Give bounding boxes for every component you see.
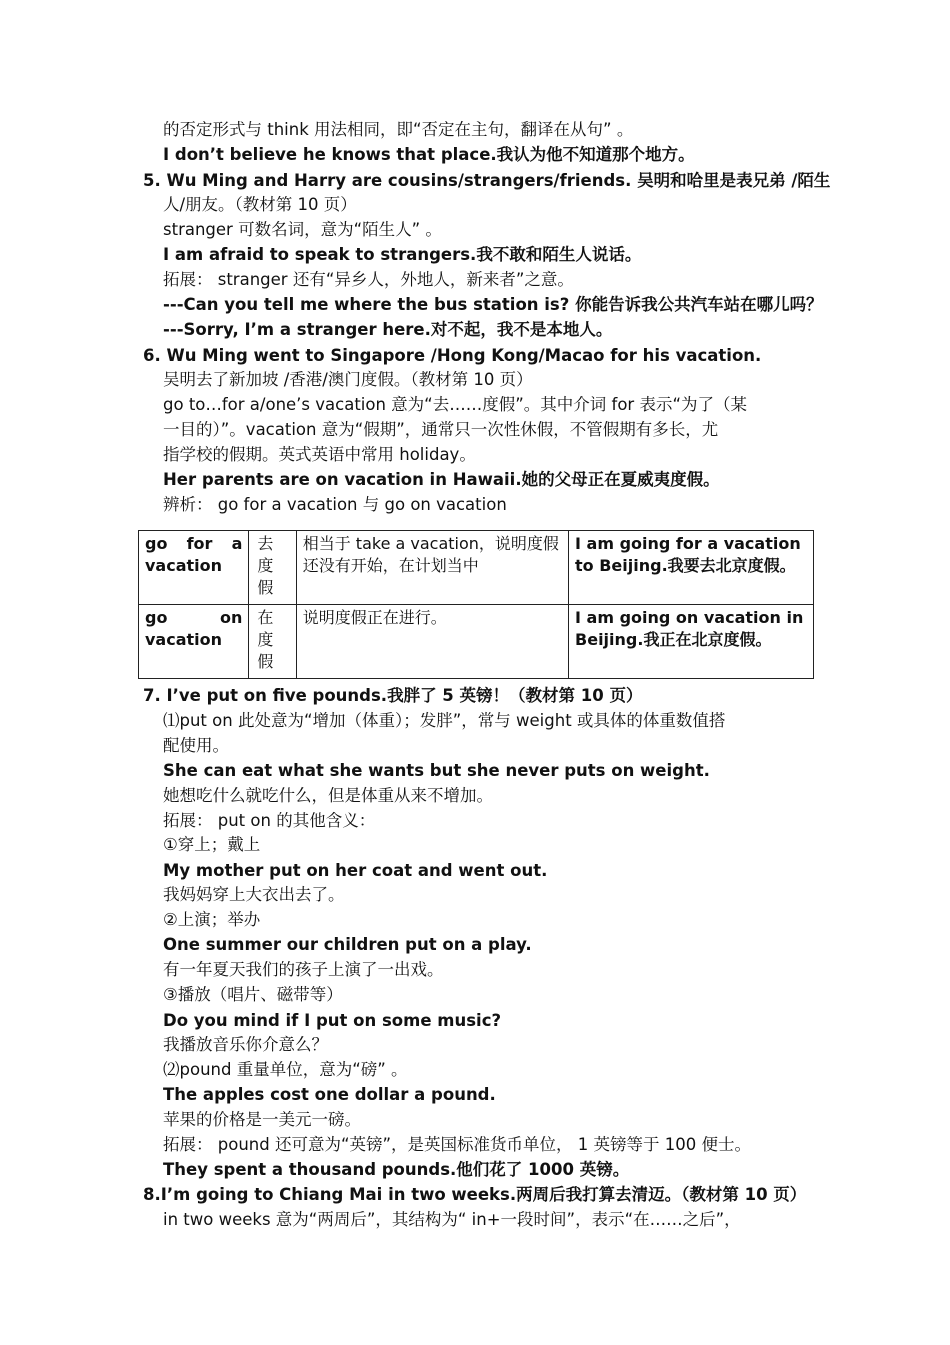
- table-cell-example: I am going for a vacation to Beijing.我要去北京度假。: [569, 531, 814, 605]
- table-cell-example: I am going on vacation in Beijing.我正在北京度假。: [569, 605, 814, 679]
- line-35: 拓展： pound 还可意为“英镑”，是英国标准货币单位， 1 英镑等于 100 便士。: [163, 1135, 752, 1154]
- line-15: Her parents are on vacation in Hawaii.她的父母正在夏威夷度假。: [163, 470, 720, 489]
- line-33: The apples cost one dollar a pound.: [163, 1085, 496, 1104]
- heading-5: 5. Wu Ming and Harry are cousins/strangers/friends. 吴明和哈里是表兄弟 /陌生: [143, 171, 831, 190]
- line-32: ⑵pound 重量单位，意为“磅” 。: [163, 1060, 408, 1079]
- line-27: One summer our children put on a play.: [163, 935, 532, 954]
- line-5: stranger 可数名词，意为“陌生人” 。: [163, 220, 442, 239]
- line-13: 一目的）”。vacation 意为“假期”，通常只一次性休假，不管假期有多长，尤: [163, 420, 719, 439]
- table-cell-note: 相当于 take a vacation，说明度假还没有开始，在计划当中: [296, 531, 568, 605]
- line-19: 配使用。: [163, 736, 229, 755]
- line-7: 拓展： stranger 还有“异乡人，外地人，新来者”之意。: [163, 270, 574, 289]
- line-24: My mother put on her coat and went out.: [163, 861, 548, 880]
- line-26: ②上演；举办: [163, 910, 261, 929]
- line-23: ①穿上；戴上: [163, 835, 261, 854]
- line-38: in two weeks 意为“两周后”，其结构为“ in+一段时间”，表示“在……之后”，: [163, 1210, 741, 1229]
- heading-6: 6. Wu Ming went to Singapore /Hong Kong/Macao for his vacation.: [143, 346, 762, 365]
- table-cell-phrase: go for a vacation: [139, 531, 249, 605]
- line-18: ⑴put on 此处意为“增加（体重）；发胖”，常与 weight 或具体的体重数值搭: [163, 711, 726, 730]
- table-cell-meaning: 在度假: [249, 605, 296, 679]
- table-cell-phrase: go on vacation: [139, 605, 249, 679]
- line-25: 我妈妈穿上大衣出去了。: [163, 885, 345, 904]
- line-12: go to…for a/one’s vacation 意为“去……度假”。其中介词 for 表示“为了（某: [163, 395, 748, 414]
- line-21: 她想吃什么就吃什么，但是体重从来不增加。: [163, 786, 493, 805]
- line-31: 我播放音乐你介意么？: [163, 1035, 328, 1054]
- table-cell-meaning: 去度假: [249, 531, 296, 605]
- table-row: [139, 531, 814, 605]
- line-11: 吴明去了新加坡 /香港/澳门度假。（教材第 10 页）: [163, 370, 533, 389]
- line-1: 的否定形式与 think 用法相同，即“否定在主句，翻译在从句” 。: [163, 120, 634, 139]
- line-9: ---Sorry, I’m a stranger here.对不起，我不是本地人。: [163, 320, 613, 339]
- line-6: I am afraid to speak to strangers.我不敢和陌生人说话。: [163, 245, 642, 264]
- heading-8: 8.I’m going to Chiang Mai in two weeks.两周后我打算去清迈。（教材第 10 页）: [143, 1185, 807, 1204]
- table-row: [139, 605, 814, 679]
- line-29: ③播放（唱片、磁带等）: [163, 985, 343, 1004]
- heading-7: 7. I’ve put on five pounds.我胖了 5 英镑！（教材第 10 页）: [143, 686, 643, 705]
- line-30: Do you mind if I put on some music?: [163, 1011, 502, 1030]
- line-16: 辨析： go for a vacation 与 go on vacation: [163, 495, 507, 514]
- line-4: 人/朋友。（教材第 10 页）: [163, 195, 357, 214]
- line-2: I don’t believe he knows that place.我认为他不知道那个地方。: [163, 145, 695, 164]
- line-20: She can eat what she wants but she never puts on weight.: [163, 761, 710, 780]
- line-14: 指学校的假期。英式英语中常用 holiday。: [163, 445, 476, 464]
- table-cell-note: 说明度假正在进行。: [296, 605, 568, 679]
- line-28: 有一年夏天我们的孩子上演了一出戏。: [163, 960, 444, 979]
- line-8: ---Can you tell me where the bus station is? 你能告诉我公共汽车站在哪儿吗？: [163, 295, 823, 314]
- line-36: They spent a thousand pounds.他们花了 1000 英镑。: [163, 1160, 630, 1179]
- line-22: 拓展： put on 的其他含义：: [163, 811, 376, 830]
- comparison-table: [138, 530, 814, 679]
- line-34: 苹果的价格是一美元一磅。: [163, 1110, 361, 1129]
